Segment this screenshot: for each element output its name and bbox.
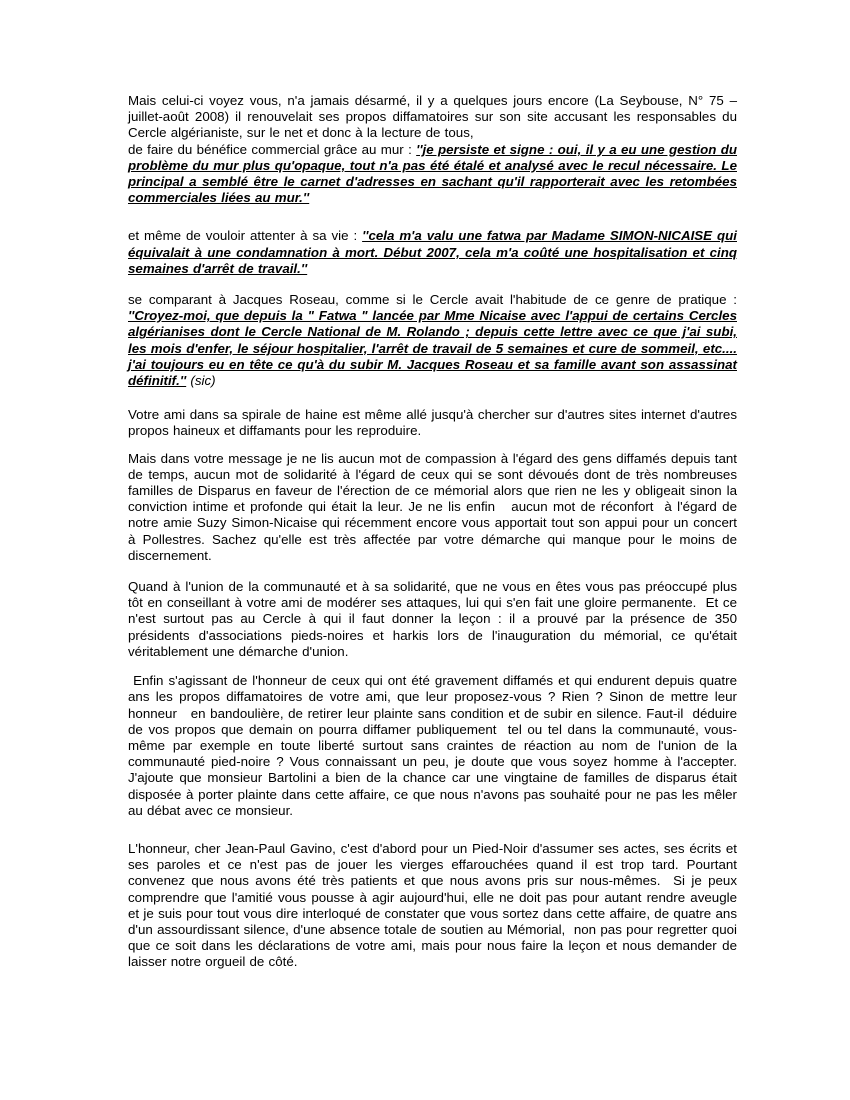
paragraph-3 xyxy=(128,292,737,389)
paragraph-2-text: et même de vouloir attenter à sa vie : xyxy=(128,228,363,244)
paragraph-4 xyxy=(128,407,737,439)
paragraph-1 xyxy=(128,93,737,206)
paragraph-5 xyxy=(128,451,737,564)
paragraph-2 xyxy=(128,228,737,277)
document-body xyxy=(128,93,737,971)
paragraph-5-text: Mais dans votre message je ne lis aucun mot de compassion à l'égard des gens diffamés depuis tant de temps, aucun mot de solidarité à l'égard de ceux qui se sont dévoués dont de très nombreuses familles de Disparus en faveur de l'érection de ce mémorial alors que rien ne les y obligeait sinon la conviction intime et profonde qui était la leur. Je ne lis enfin aucun mot de réconfort à l'égard de notre amie Suzy Simon-Nicaise qui récemment encore vous apportait tout son appui pour un concert à Pollestres. Sachez qu'elle est très affectée par votre démarche qui manque pour le moins de discernement. xyxy=(128,450,737,563)
paragraph-3-text: se comparant à Jacques Roseau, comme si le Cercle avait l'habitude de ce genre de pratique : xyxy=(128,292,737,308)
paragraph-1-text: Mais celui-ci voyez vous, n'a jamais désarmé, il y a quelques jours encore (La Seybouse, N° 75 – juillet-août 2008) il renouvelait ses propos diffamatoires sur son site accusant les responsables du Cercle algérianiste, sur le net et donc à la lecture de tous, xyxy=(128,93,737,141)
paragraph-6-text: Quand à l'union de la communauté et à sa solidarité, que ne vous en êtes vous pas préoccupé plus tôt en conseillant à votre ami de modérer ses attaques, lui qui s'en fait une gloire permanente. Et ce n'est surtout pas au Cercle à qui il faut donner la leçon : il a prouvé par la présence de 350 présidents d'associations pieds-noires et harkis lors de l'inauguration du mémorial, ce qu'était véritablement une démarche d'union. xyxy=(128,579,737,659)
paragraph-8 xyxy=(128,841,737,971)
paragraph-7 xyxy=(128,673,737,819)
paragraph-2-quote: ''cela m'a valu une fatwa par Madame SIMON-NICAISE qui équivalait à une condamnation à mort. Début 2007, cela m'a coûté une hospitalisation et cinq semaines d'arrêt de travail.'' xyxy=(128,228,737,276)
paragraph-4-text: Votre ami dans sa spirale de haine est même allé jusqu'à chercher sur d'autres sites internet d'autres propos haineux et diffamants pour les reproduire. xyxy=(128,407,737,439)
paragraph-8-text: L'honneur, cher Jean-Paul Gavino, c'est d'abord pour un Pied-Noir d'assumer ses actes, ses écrits et ses paroles et ce n'est pas de jouer les vierges effarouchées quand il est trop tard. Pourtant convenez que nous avons été très patients et que nous avons pris sur nous-mêmes. Si je peux comprendre que l'amitié vous pousse à agir aujourd'hui, elle ne doit pas pour autant rendre aveugle et je suis pour tout vous dire interloqué de constater que vous sortez dans cette affaire, de quatre ans d'un assourdissant silence, d'une absence totale de soutien au Mémorial, non pas pour regretter quoi que ce soit dans les déclarations de votre ami, mais pour nous faire la leçon et nous demander de laisser notre orgueil de côté. xyxy=(128,840,737,970)
paragraph-3-sic-note: (sic) xyxy=(186,373,216,389)
paragraph-1-quote: ''je persiste et signe : oui, il y a eu une gestion du problème du mur plus qu'opaque, tout n'a pas été étalé et analysé avec le recul nécessaire. Le principal a semblé être le carnet d'adresses en sachant qu'il rapporterait avec les retombées commerciales liées au mur.'' xyxy=(128,141,738,206)
paragraph-7-text: Enfin s'agissant de l'honneur de ceux qui ont été gravement diffamés et qui endurent depuis quatre ans les propos diffamatoires de votre ami, que leur proposez-vous ? Rien ? Sinon de mettre leur honneur en bandoulière, de retirer leur plainte sans condition et de subir en silence. Faut-il déduire de vos propos que demain on pourra diffamer publiquement tel ou tel dans la communauté, vous-même par exemple en toute liberté surtout sans craintes de réaction au nom de l'union de la communauté pied-noire ? Vous connaissant un peu, je doute que vous soyez homme à l'accepter. J'ajoute que monsieur Bartolini a bien de la chance car une vingtaine de familles de disparus était disposée à porter plainte dans cette affaire, ce que nous n'avons pas souhaité pour ne pas les mêler au débat avec ce monsieur. xyxy=(128,673,737,818)
paragraph-1-text: de faire du bénéfice commercial grâce au mur : xyxy=(128,141,417,157)
paragraph-3-quote: ''Croyez-moi, que depuis la " Fatwa " lancée par Mme Nicaise avec l'appui de certains Cercles algérianises dont le Cercle National de M. Rolando ; depuis cette lettre avec ce que j'ai subi, les mois d'enfer, le séjour hospitalier, l'arrêt de travail de 5 semaines et cure de sommeil, etc.... j'ai toujours eu en tête ce qu'à du subir M. Jacques Roseau et sa famille avant son assassinat définitif.'' xyxy=(128,308,737,389)
paragraph-6 xyxy=(128,579,737,660)
